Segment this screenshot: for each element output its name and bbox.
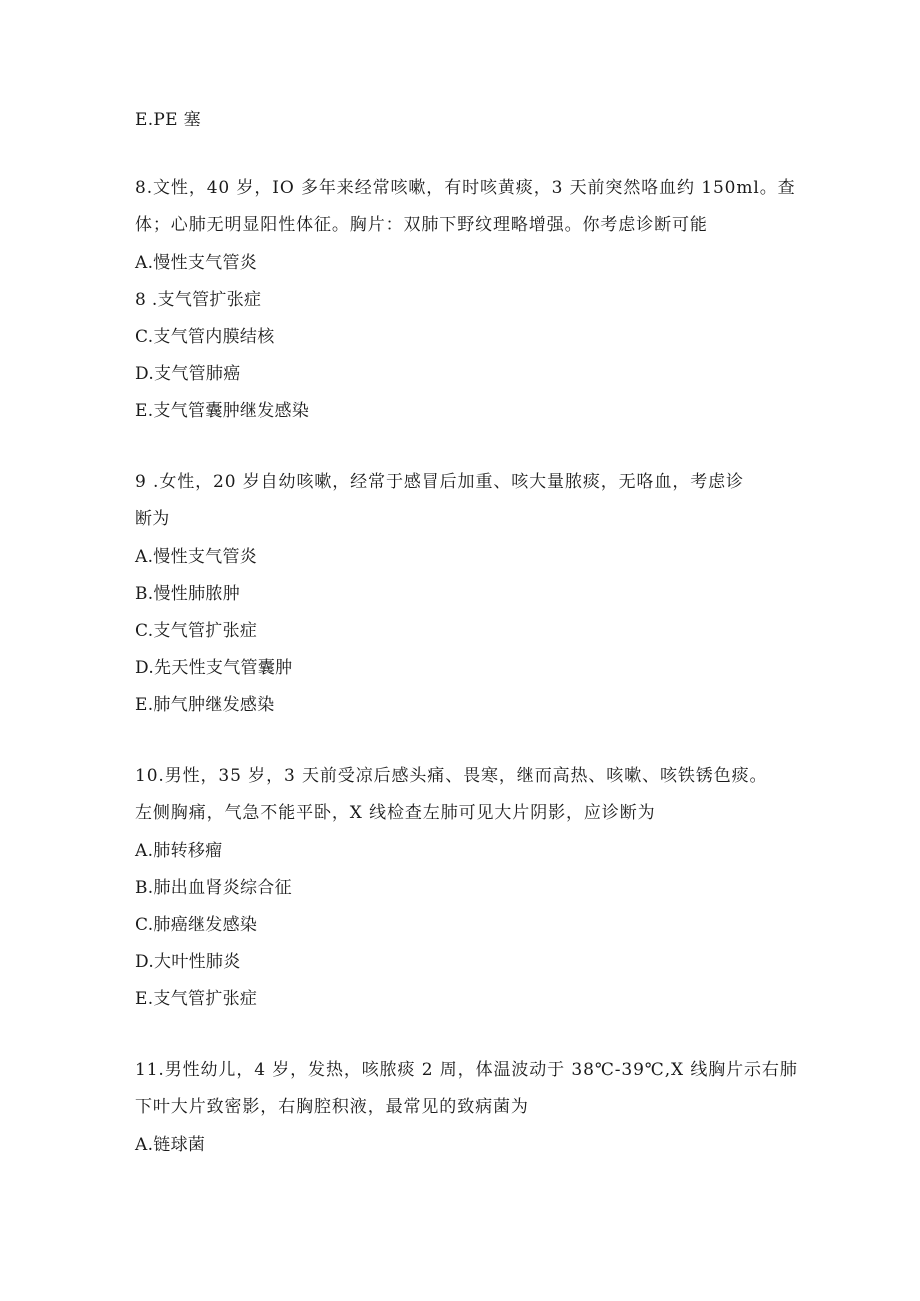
- option-b: B.肺出血肾炎综合征: [135, 878, 292, 898]
- option-c: C.支气管内膜结核: [135, 327, 275, 347]
- option-e: E.支气管扩张症: [135, 989, 258, 1009]
- question-stem-line: 下叶大片致密影，右胸腔积液，最常见的致病菌为: [135, 1097, 529, 1117]
- option-d: D.支气管肺癌: [135, 364, 241, 384]
- question-stem-line: 8.文性，40 岁，IO 多年来经常咳嗽，有时咳黄痰，3 天前突然咯血约 150ml。查: [135, 178, 796, 198]
- question-stem-line: 9 .女性，20 岁自幼咳嗽，经常于感冒后加重、咳大量脓痰，无咯血，考虑诊: [135, 472, 744, 492]
- question-stem-line: 10.男性，35 岁，3 天前受凉后感头痛、畏寒，继而高热、咳嗽、咳铁锈色痰。: [135, 766, 768, 786]
- option-d: D.大叶性肺炎: [135, 952, 241, 972]
- option-a: A.肺转移瘤: [135, 841, 223, 861]
- option-b: 8 .支气管扩张症: [135, 290, 262, 310]
- question-stem-line: 体；心肺无明显阳性体征。胸片：双肺下野纹理略增强。你考虑诊断可能: [135, 215, 708, 235]
- option-a: A.链球菌: [135, 1135, 206, 1155]
- option-e: E.肺气肿继发感染: [135, 695, 275, 715]
- option-c: C.肺癌继发感染: [135, 915, 258, 935]
- option-a: A.慢性支气管炎: [135, 547, 258, 567]
- question-stem-line: 左侧胸痛，气急不能平卧，X 线检查左肺可见大片阴影，应诊断为: [135, 803, 656, 823]
- option-b: B.慢性肺脓肿: [135, 584, 240, 604]
- option-e: E.支气管囊肿继发感染: [135, 401, 310, 421]
- question-stem-line: 断为: [135, 509, 170, 529]
- option-d: D.先天性支气管囊肿: [135, 658, 293, 678]
- previous-question-option-e: E.PE 塞: [135, 110, 201, 130]
- option-a: A.慢性支气管炎: [135, 253, 258, 273]
- option-c: C.支气管扩张症: [135, 621, 258, 641]
- question-stem-line: 11.男性幼儿，4 岁，发热，咳脓痰 2 周，体温波动于 38℃-39℃,X 线胸片示右肺: [135, 1060, 798, 1080]
